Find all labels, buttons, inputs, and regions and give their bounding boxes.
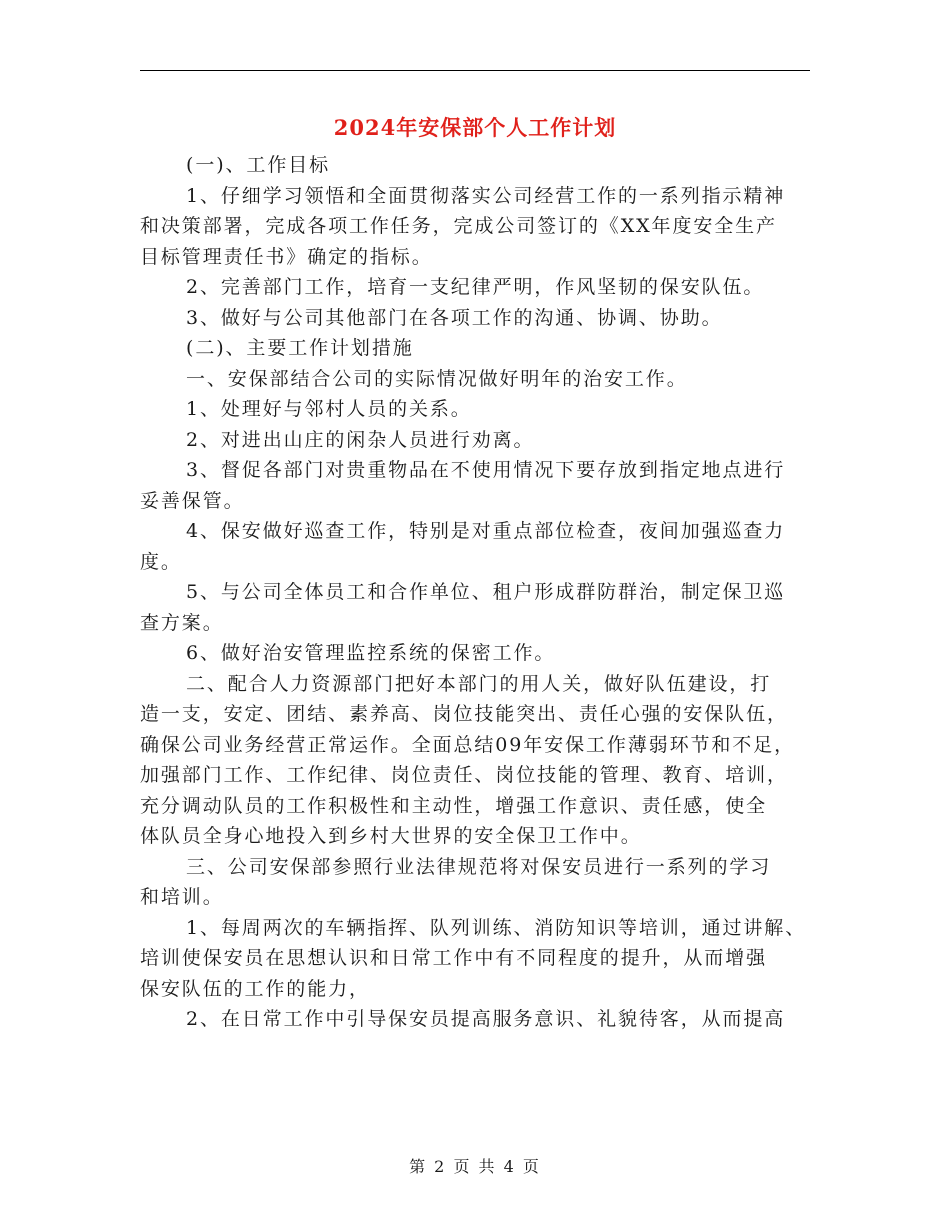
paragraph <box>140 333 810 364</box>
paragraph <box>140 272 810 303</box>
paragraph <box>140 455 810 516</box>
text-line: 1、每周两次的车辆指挥、队列训练、消防知识等培训，通过讲解、 <box>186 916 807 939</box>
paragraph <box>140 303 810 334</box>
document-body <box>140 150 810 1035</box>
text-line: 培训使保安员在思想认识和日常工作中有不同程度的提升，从而增强 <box>140 947 768 969</box>
text-line: 3、做好与公司其他部门在各项工作的沟通、协调、协助。 <box>186 306 723 329</box>
paragraph <box>140 516 810 577</box>
text-line: 二、配合人力资源部门把好本部门的用人关，做好队伍建设，打 <box>186 672 772 695</box>
paragraph <box>140 364 810 395</box>
paragraph <box>140 394 810 425</box>
text-line: 目标管理责任书》确定的指标。 <box>140 245 433 268</box>
paragraph <box>140 425 810 456</box>
text-line: 加强部门工作、工作纪律、岗位责任、岗位技能的管理、教育、培训， <box>140 764 788 786</box>
paragraph <box>140 577 810 638</box>
document-title: 2024年安保部个人工作计划 <box>333 115 617 140</box>
paragraph <box>140 181 810 273</box>
text-line: 4、保安做好巡查工作，特别是对重点部位检查，夜间加强巡查力 <box>186 520 786 542</box>
paragraph <box>140 1004 810 1035</box>
text-line: 查方案。 <box>140 611 224 634</box>
text-line: (二)、主要工作计划措施 <box>186 337 414 359</box>
text-line: 三、公司安保部参照行业法律规范将对保安员进行一系列的学习 <box>186 855 772 878</box>
text-line: 3、督促各部门对贵重物品在不使用情况下要存放到指定地点进行 <box>186 459 786 481</box>
text-line: 2、完善部门工作，培育一支纪律严明，作风坚韧的保安队伍。 <box>186 276 765 298</box>
paragraph <box>140 150 810 181</box>
text-line: 一、安保部结合公司的实际情况做好明年的治安工作。 <box>186 367 688 390</box>
text-line: 1、仔细学习领悟和全面贯彻落实公司经营工作的一系列指示精神 <box>186 184 786 207</box>
paragraph <box>140 913 810 1005</box>
text-line: (一)、工作目标 <box>186 154 331 176</box>
paragraph <box>140 852 810 913</box>
paragraph <box>140 669 810 852</box>
text-line: 度。 <box>140 550 182 573</box>
text-line: 和培训。 <box>140 886 224 908</box>
text-line: 1、处理好与邻村人员的关系。 <box>186 398 472 420</box>
paragraph <box>140 638 810 669</box>
page-footer: 第 2 页 共 4 页 <box>409 1157 541 1176</box>
header-rule <box>140 70 810 71</box>
text-line: 造一支，安定、团结、素养高、岗位技能突出、责任心强的安保队伍， <box>140 703 788 725</box>
text-line: 5、与公司全体员工和合作单位、租户形成群防群治，制定保卫巡 <box>186 581 786 603</box>
text-line: 和决策部署，完成各项工作任务，完成公司签订的《XX年度安全生产 <box>140 215 777 237</box>
text-line: 充分调动队员的工作积极性和主动性，增强工作意识、责任感，使全 <box>140 794 768 817</box>
text-line: 2、在日常工作中引导保安员提高服务意识、礼貌待客，从而提高 <box>186 1008 786 1030</box>
text-line: 确保公司业务经营正常运作。全面总结09年安保工作薄弱环节和不足， <box>140 733 795 756</box>
text-line: 妥善保管。 <box>140 489 245 512</box>
text-line: 6、做好治安管理监控系统的保密工作。 <box>186 642 556 664</box>
text-line: 保安队伍的工作的能力， <box>140 977 370 1000</box>
text-line: 体队员全身心地投入到乡村大世界的安全保卫工作中。 <box>140 825 642 847</box>
text-line: 2、对进出山庄的闲杂人员进行劝离。 <box>186 428 535 451</box>
